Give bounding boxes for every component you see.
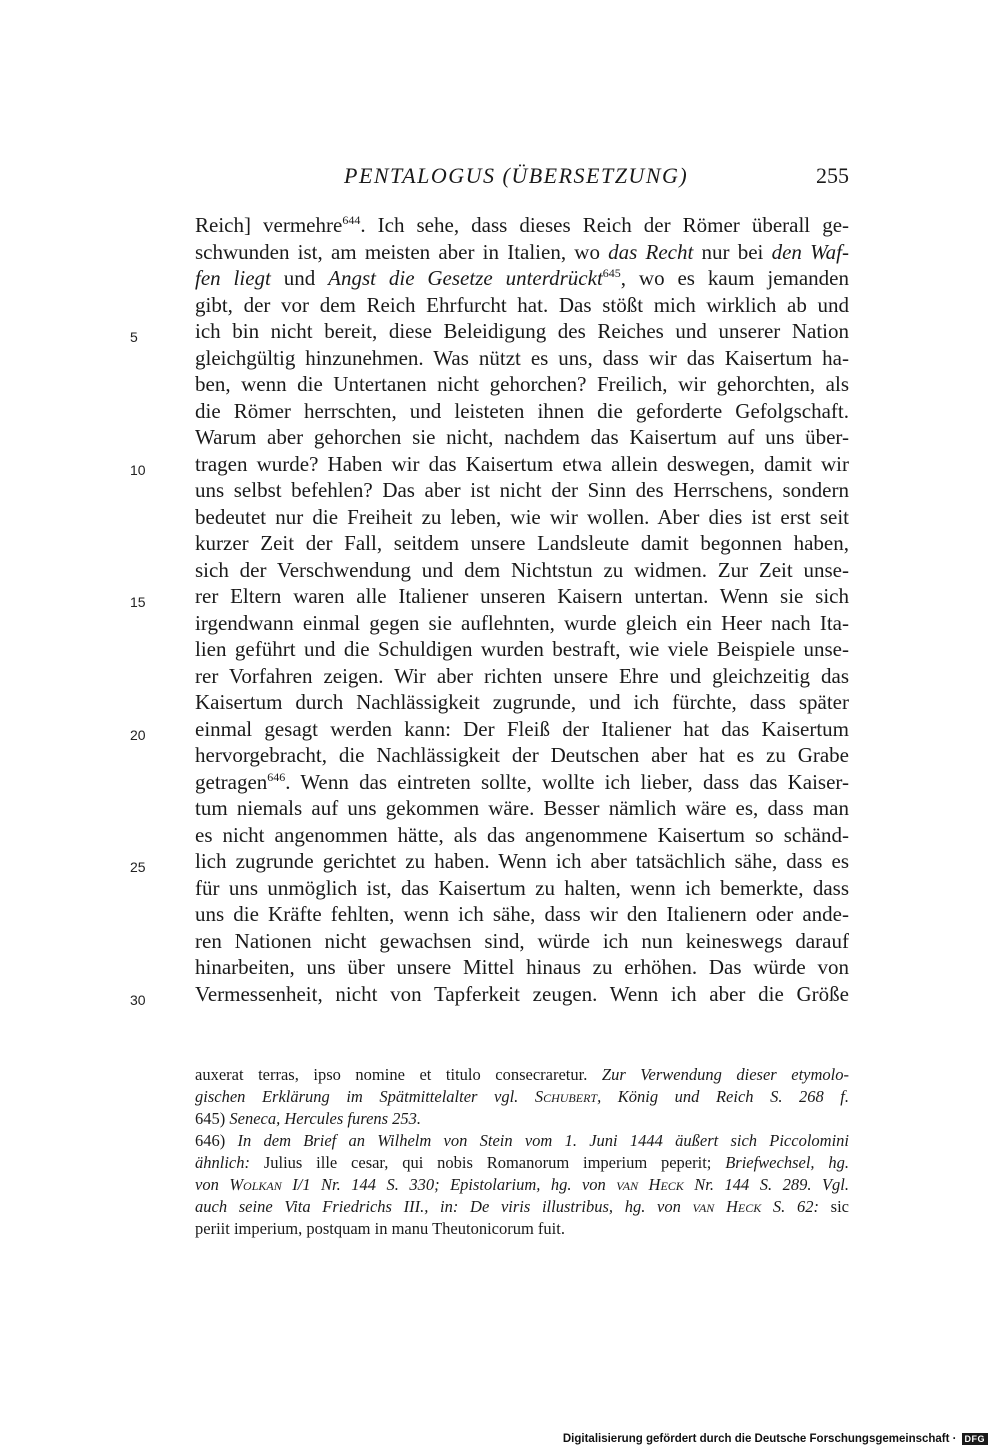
text-line: tum niemals auf uns gekommen wäre. Besser nämlich wäre es, dass man (195, 796, 849, 820)
line-number: 15 (130, 594, 146, 610)
footnote-line: periit imperium, postquam in manu Theutonicorum fuit. (195, 1219, 565, 1238)
text-line: Kaisertum durch Nachlässigkeit zugrunde, und ich fürchte, dass später (195, 690, 849, 714)
running-head (344, 163, 849, 195)
dfg-logo: DFG (962, 1433, 989, 1445)
text-line: gleichgültig hinzunehmen. Was nützt es uns, dass wir das Kaisertum ha- (195, 345, 849, 370)
text-line: sich der Verschwendung und dem Nichtstun zu widmen. Zur Zeit unse- (195, 557, 849, 582)
text-line: Warum aber gehorchen sie nicht, nachdem das Kaisertum auf uns über- (195, 425, 849, 449)
text-line: bedeutet nur die Freiheit zu leben, wie wir wollen. Aber dies ist erst seit (195, 504, 849, 529)
text-line: uns die Kräfte fehlten, wenn ich sähe, dass wir den Italienern oder ande- (195, 902, 849, 926)
text-line: die Römer herrschten, und leisteten ihnen die geforderte Gefolgschaft. (195, 398, 849, 423)
footnote-ref: 645 (602, 266, 621, 280)
text-line: ren Nationen nicht gewachsen sind, würde ich nun keineswegs darauf (195, 928, 849, 953)
line-number: 30 (130, 991, 146, 1008)
text-line: lien geführt und die Schuldigen wurden bestraft, wie viele Beispiele unse- (195, 637, 849, 661)
text-line: kurzer Zeit der Fall, seitdem unsere Landsleute damit begonnen haben, (195, 531, 849, 555)
footnote-line: auxerat terras, ipso nomine et titulo consecraretur. Zur Verwendung dieser etymolo- (195, 1065, 849, 1084)
text-line: lich zugrunde gerichtet zu haben. Wenn ich aber tatsächlich sähe, dass es (195, 849, 849, 873)
line-number: 10 (130, 461, 146, 478)
footnote-line: ähnlich: Julius ille cesar, qui nobis Romanorum imperium peperit; Briefwechsel, hg. (195, 1153, 849, 1172)
digitization-credit (563, 1432, 988, 1446)
text-line: Reich] vermehre$^{644}$. Ich sehe, dass dieses Reich der Römer überall ge- (195, 213, 850, 237)
text-line: für uns unmöglich ist, das Kaisertum zu halten, wenn ich bemerkte, dass (195, 875, 849, 900)
credit-text: Digitalisierung gefördert durch die Deutsche Forschungsgemeinschaft · (562, 1433, 957, 1445)
footnote-ref: 646 (267, 769, 286, 784)
footnote-ref: 644 (342, 213, 361, 227)
footnote-line: von Wolkan I/1 Nr. 144 S. 330; Epistolarium, hg. von van Heck Nr. 144 S. 289. Vgl. (195, 1175, 849, 1194)
footnote-645: 645) Seneca, Hercules furens 253. (195, 1109, 422, 1128)
text-line: einmal gesagt werden kann: Der Fleiß der Italiener hat das Kaisertum (195, 716, 849, 741)
text-line: getragen$^{646}$. Wenn das eintreten sollte, wollte ich lieber, dass das Kaiser- (195, 769, 849, 794)
footnote-line: auch seine Vita Friedrichs III., in: De viris illustribus, hg. von van Heck S. 62: sic (195, 1197, 849, 1216)
text-line: es nicht angenommen hätte, als das angenommene Kaisertum so schänd- (195, 822, 849, 847)
line-number: 5 (130, 329, 138, 345)
page-number: 255 (816, 163, 849, 188)
text-line: Vermessenheit, nicht von Tapferkeit zeugen. Wenn ich aber die Größe (195, 981, 849, 1006)
text-line: gibt, der vor dem Reich Ehrfurcht hat. Das stößt mich wirklich ab und (195, 292, 849, 317)
text-line: uns selbst befehlen? Das aber ist nicht der Sinn des Herrschens, sondern (195, 478, 849, 502)
text-line: hervorgebracht, die Nachlässigkeit der Deutschen aber hat es zu Grabe (195, 743, 849, 767)
text-line: ich bin nicht bereit, diese Beleidigung des Reiches und unserer Nation (195, 319, 849, 343)
text-line: rer Vorfahren zeigen. Wir aber richten unsere Ehre und gleichzeitig das (195, 663, 849, 688)
text-line: schwunden ist, am meisten aber in Italien, wo das Recht nur bei den Waf- (195, 239, 850, 264)
text-line: rer Eltern waren alle Italiener unseren Kaisern untertan. Wenn sie sich (195, 584, 849, 608)
text-line: irgendwann einmal gegen sie auflehnten, wurde gleich ein Heer nach Ita- (195, 610, 849, 635)
footnote-line: gischen Erklärung im Spätmittelalter vgl. Schubert, König und Reich S. 268 f. (195, 1087, 850, 1106)
text-line: fen liegt und Angst die Gesetze unterdrückt$^{645}$, wo es kaum jemanden (195, 266, 850, 290)
text-line: hinarbeiten, uns über unsere Mittel hinaus zu erhöhen. Das würde von (195, 955, 849, 979)
footnote-646: 646) In dem Brief an Wilhelm von Stein vom 1. Juni 1444 äußert sich Piccolomini (195, 1131, 849, 1150)
text-line: ben, wenn die Untertanen nicht gehorchen? Freilich, wir gehorchten, als (195, 372, 849, 396)
running-title: PENTALOGUS (ÜBERSETZUNG) (344, 163, 689, 188)
line-number: 20 (130, 726, 146, 743)
line-number: 25 (130, 859, 146, 875)
text-line: tragen wurde? Haben wir das Kaisertum etwa allein deswegen, damit wir (195, 451, 849, 476)
